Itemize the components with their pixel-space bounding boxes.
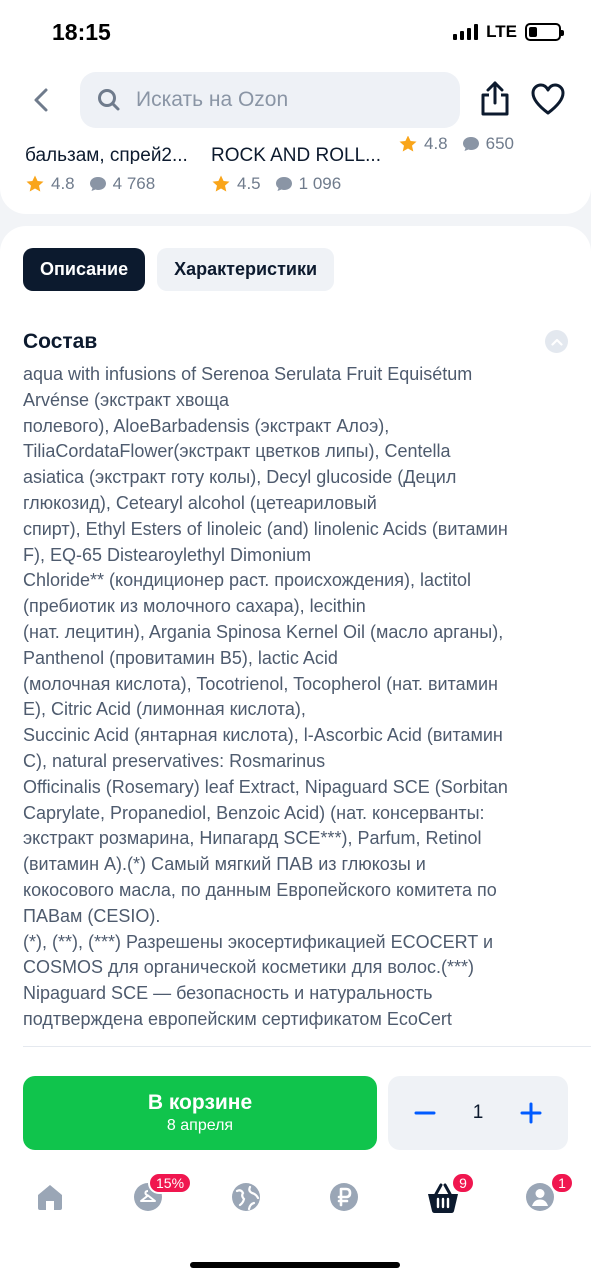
network-label: LTE	[486, 22, 517, 41]
product-meta	[25, 174, 188, 194]
share-icon[interactable]	[478, 80, 512, 118]
top-header	[0, 66, 591, 136]
star-icon	[211, 174, 231, 194]
product-title: ROCK AND ROLL...	[211, 145, 381, 164]
star-icon	[398, 136, 418, 154]
product-description-panel	[0, 226, 591, 1216]
status-bar	[0, 0, 591, 66]
divider	[23, 1046, 591, 1047]
product-rating: 4.5	[237, 174, 261, 193]
product-rating: 4.8	[51, 174, 75, 193]
home-icon[interactable]	[35, 1182, 65, 1212]
in-cart-button[interactable]	[23, 1076, 377, 1150]
globe-icon[interactable]	[231, 1182, 261, 1212]
ruble-icon[interactable]	[329, 1182, 359, 1212]
product-meta	[211, 174, 381, 194]
section-title: Состав	[23, 330, 98, 353]
product-reviews: 650	[485, 136, 515, 153]
description-tabs	[23, 248, 334, 291]
product-card[interactable]	[25, 136, 188, 194]
chevron-up-icon	[551, 338, 563, 346]
status-time: 18:15	[52, 19, 111, 45]
plus-icon[interactable]	[520, 1102, 542, 1124]
status-indicators	[453, 22, 561, 42]
related-products	[0, 136, 591, 214]
search-icon	[96, 87, 122, 113]
tab-characteristics[interactable]: Характеристики	[157, 248, 334, 291]
delivery-date: 8 апреля	[166, 1117, 234, 1134]
search-input[interactable]	[80, 72, 460, 128]
product-meta	[398, 136, 514, 154]
signal-icon	[453, 24, 478, 40]
promo-badge: 15%	[148, 1172, 192, 1194]
product-reviews: 1 096	[298, 174, 342, 193]
product-title: бальзам, спрей2...	[25, 145, 188, 164]
collapse-button[interactable]	[545, 330, 568, 353]
tab-description[interactable]: Описание	[23, 248, 145, 291]
profile-badge: 1	[550, 1172, 574, 1194]
battery-icon	[525, 23, 561, 41]
composition-text: aqua with infusions of Serenoa Serulata Fruit Equisétum Arvénse (экстракт хвоща полевого), AloeBarbadensis (экстракт Алоэ), TiliaCordataFlower(экстракт цветков липы), Centella asiatica (экстракт готу колы), Decyl glucoside (Децил глюкозид), Cetearyl alcohol (цетеариловый спирт), Ethyl Esters of linoleic (and) linolenic Acids (витамин F), EQ-65 Distearoylethyl Dimonium Chloride** (кондиционер раст. происхождения), lactitol (пребиотик из молочного сахара), lecithin (нат. лецитин), Argania Spinosa Kernel Oil (масло арганы), Panthenol (провитамин B5), lactic Acid (молочная кислота), Tocotrienol, Tocopherol (нат. витамин E), Citric Acid (лимонная кислота), Succinic Acid (янтарная кислота), l-Ascorbic Acid (витамин C), natural preservatives: Rosmarinus Officinalis (Rosemary) leaf Extract, Nipaguard SCE (Sorbitan Caprylate, Propanediol, Benzoic Acid) (нат. консерванты: экстракт розмарина, Нипагард SCE***), Parfum, Retinol (витамин А).(*) Самый мягкий ПАВ из глюкозы и кокосового масла, по данным Европейского комитета по ПАВам (CESIO). (*), (**), (***) Разрешены экосертификацией ECOCERT и COSMOS для органической косметики для волос.(***) Nipaguard SCE — безопасность и натуральность подтверждена европейским сертификатом EcoCert	[23, 364, 508, 1029]
favorite-heart-icon[interactable]	[530, 82, 566, 118]
cart-badge: 9	[451, 1172, 475, 1194]
comment-icon	[275, 176, 293, 192]
star-icon	[25, 174, 45, 194]
cart-label: В корзине	[147, 1091, 253, 1114]
product-reviews: 4 768	[112, 174, 156, 193]
back-icon[interactable]	[28, 86, 56, 114]
comment-icon	[89, 176, 107, 192]
product-card[interactable]	[211, 136, 381, 194]
quantity-stepper	[388, 1076, 568, 1150]
comment-icon	[462, 136, 480, 152]
product-card[interactable]	[398, 136, 514, 154]
quantity-value: 1	[472, 1102, 484, 1123]
search-placeholder: Искать на Ozon	[136, 88, 289, 111]
product-rating: 4.8	[424, 136, 448, 153]
home-indicator	[190, 1262, 400, 1268]
